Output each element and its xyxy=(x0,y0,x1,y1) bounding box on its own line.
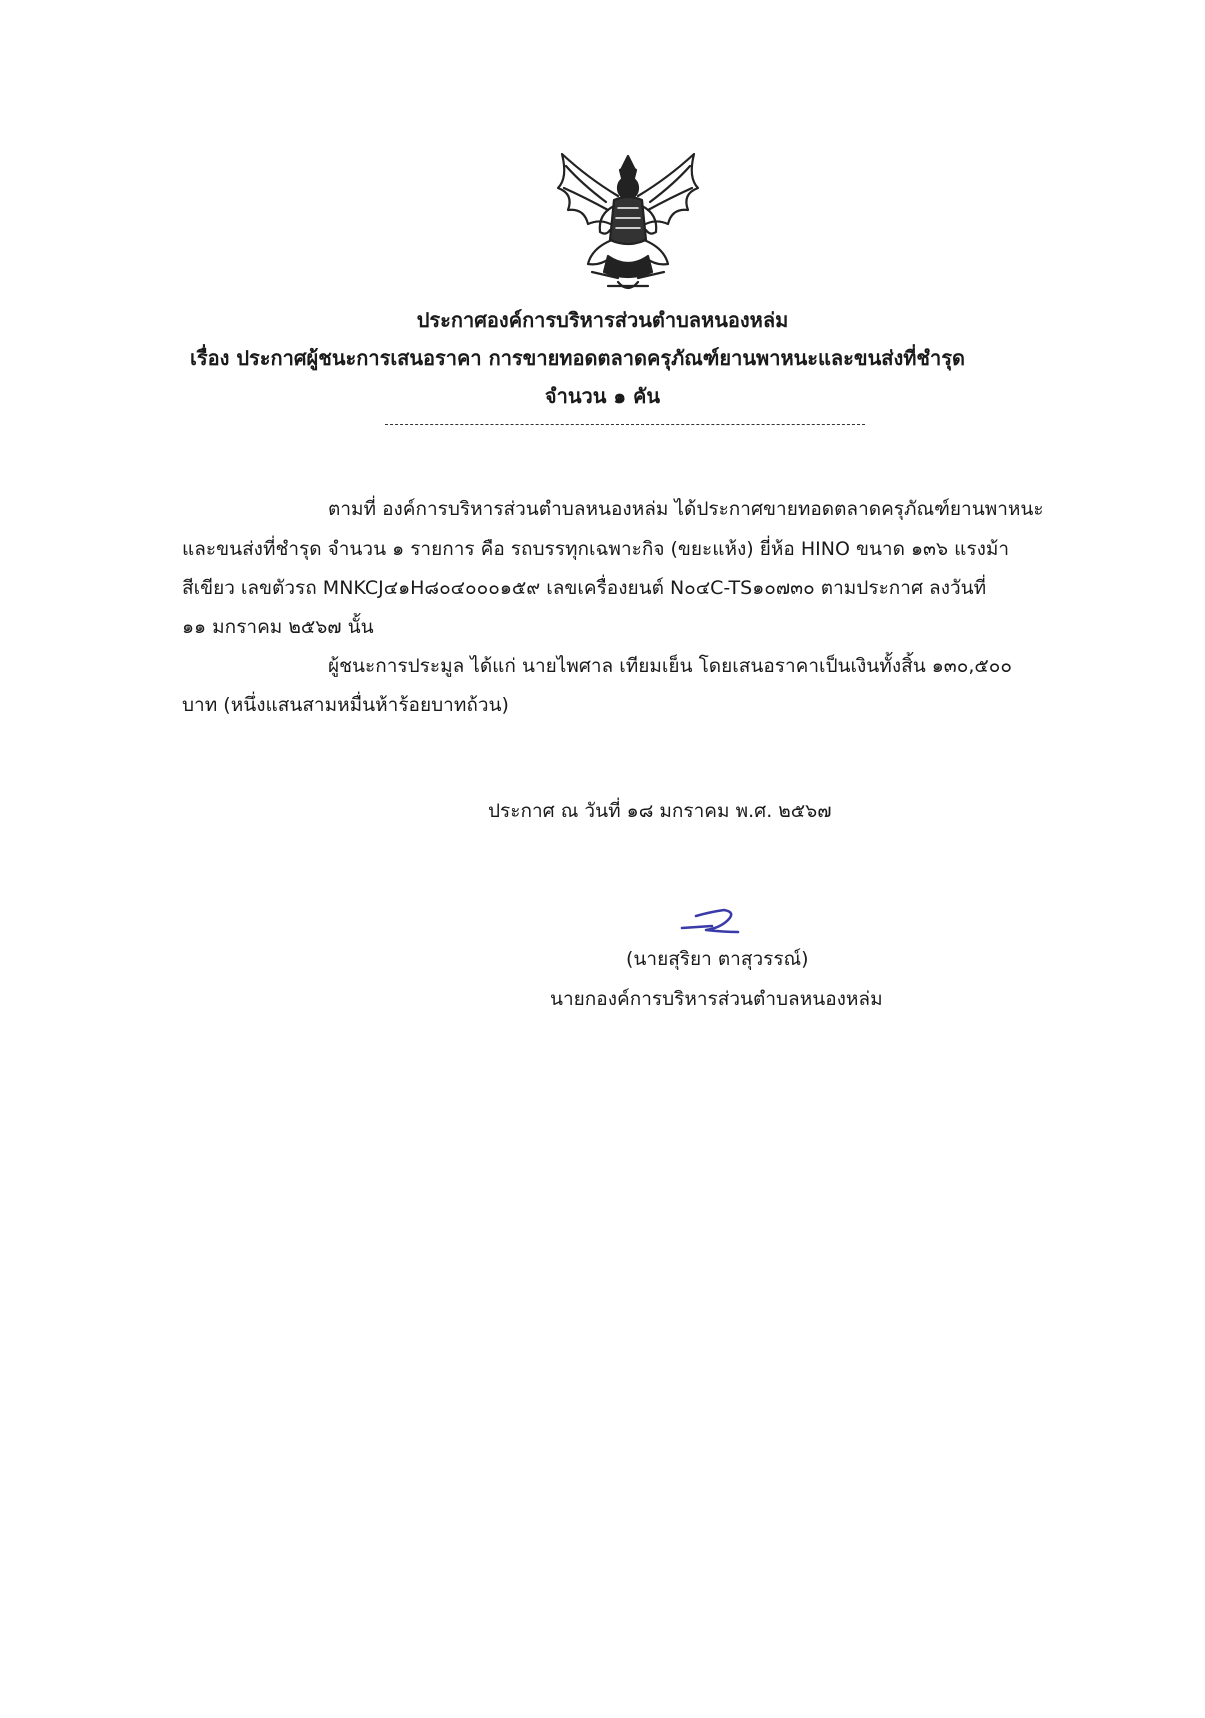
body-paragraph-line: และขนส่งที่ชำรุด จำนวน ๑ รายการ คือ รถบรรทุกเฉพาะกิจ (ขยะแห้ง) ยี่ห้อ HINO ขนาด ๑๓๖ แรงม้า xyxy=(182,538,1010,560)
document-subject: เรื่อง ประกาศผู้ชนะการเสนอราคา การขายทอดตลาดครุภัณฑ์ยานพาหนะและขนส่งที่ชำรุด xyxy=(190,346,965,370)
signatory-position: นายกองค์การบริหารส่วนตำบลหนองหล่ม xyxy=(550,988,883,1010)
winner-paragraph-line: ผู้ชนะการประมูล ได้แก่ นายไพศาล เทียมเย็น โดยเสนอราคาเป็นเงินทั้งสิ้น ๑๓๐,๕๐๐ xyxy=(328,655,1012,677)
signatory-name: (นายสุริยา ตาสุวรรณ์) xyxy=(626,948,809,970)
title-separator xyxy=(385,424,865,425)
winner-paragraph-line: บาท (หนึ่งแสนสามหมื่นห้าร้อยบาทถ้วน) xyxy=(182,694,509,716)
announcement-date: ประกาศ ณ วันที่ ๑๘ มกราคม พ.ศ. ๒๕๖๗ xyxy=(488,800,832,822)
body-paragraph-line: สีเขียว เลขตัวรถ MNKCJ๔๑H๘๐๔๐๐๐๑๕๙ เลขเครื่องยนต์ N๐๔C-TS๑๐๗๓๐ ตามประกาศ ลงวันที่ xyxy=(182,577,987,599)
garuda-emblem-icon xyxy=(548,148,708,296)
document-title: ประกาศองค์การบริหารส่วนตำบลหนองหล่ม xyxy=(416,308,789,332)
body-paragraph-line: ตามที่ องค์การบริหารส่วนตำบลหนองหล่ม ได้ประกาศขายทอดตลาดครุภัณฑ์ยานพาหนะ xyxy=(328,498,1044,520)
signature-icon xyxy=(678,902,742,936)
document-quantity: จำนวน ๑ คัน xyxy=(544,384,661,408)
body-paragraph-line: ๑๑ มกราคม ๒๕๖๗ นั้น xyxy=(182,616,374,638)
